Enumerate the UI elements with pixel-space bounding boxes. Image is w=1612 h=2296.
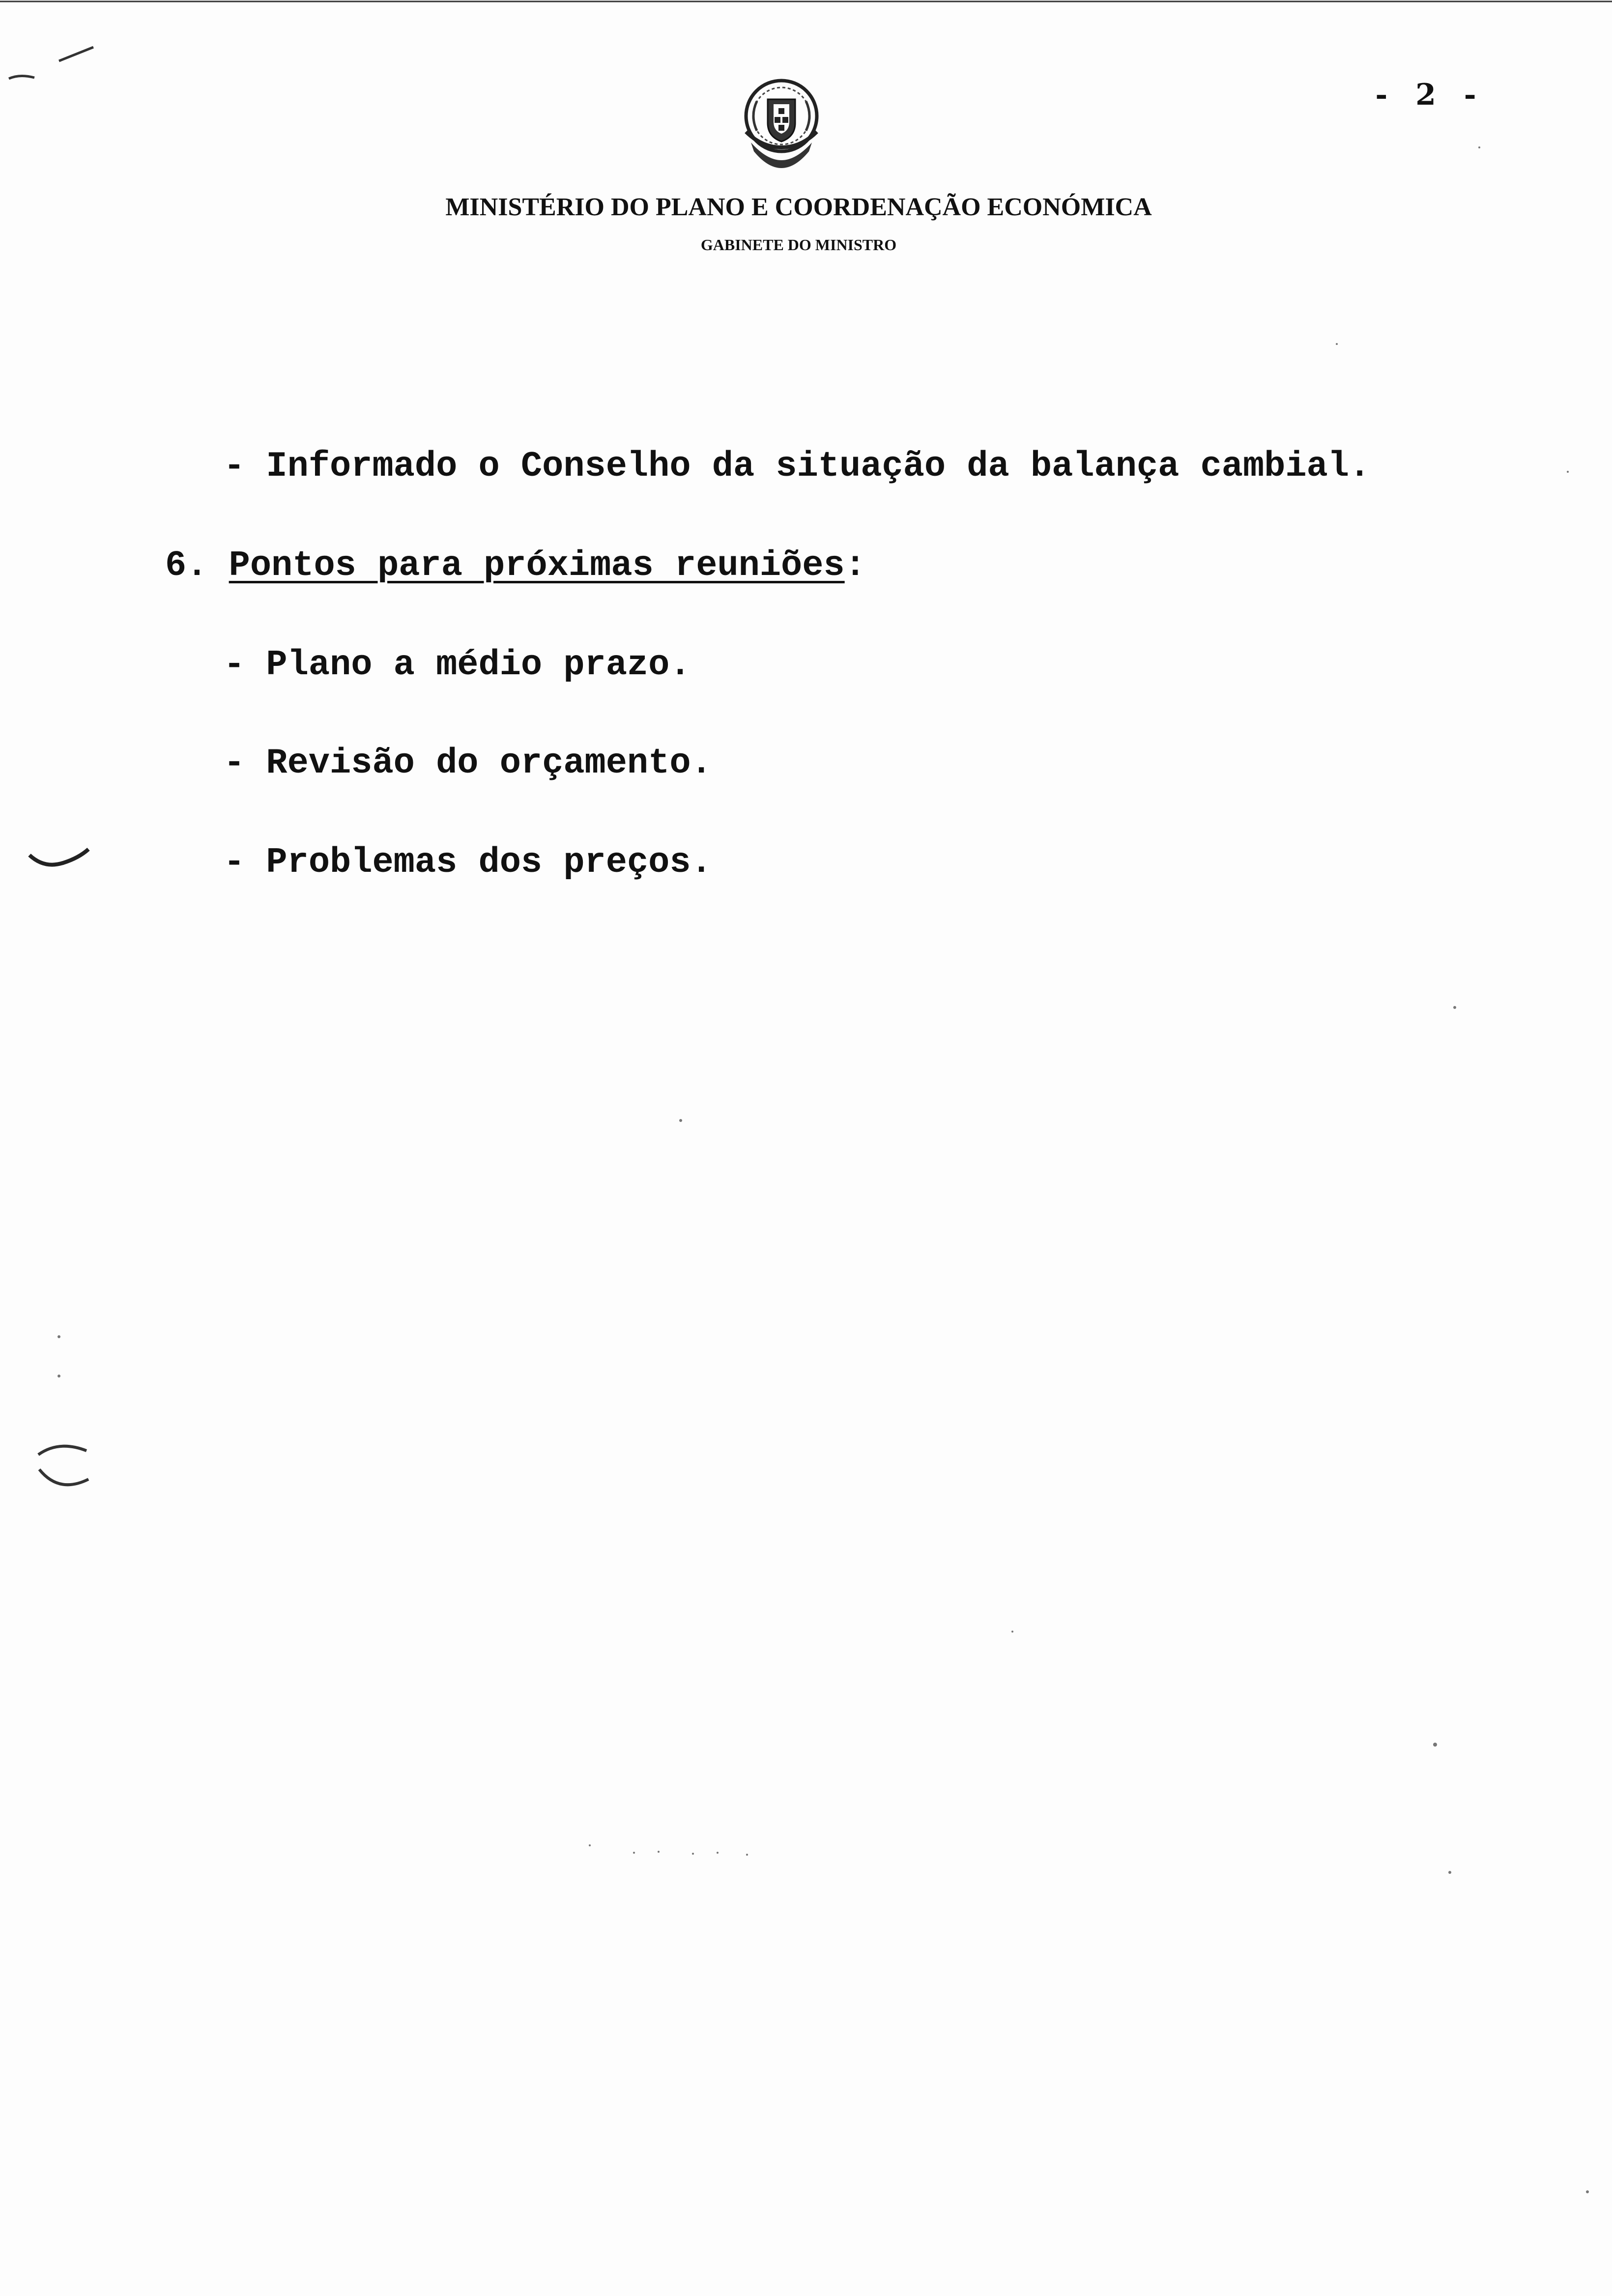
bullet-item-exchange-balance: - Informado o Conselho da situação da balança cambial. (224, 446, 1371, 487)
section-title: Pontos para próximas reuniões (229, 545, 845, 586)
section-colon: : (844, 545, 866, 586)
coat-of-arms-icon (732, 74, 831, 172)
cabinet-subheading: GABINETE DO MINISTRO (700, 236, 897, 254)
bullet-item-budget-revision: - Revisão do orçamento. (224, 743, 712, 783)
top-edge-rule (0, 0, 1612, 4)
ministry-heading: MINISTÉRIO DO PLANO E COORDENAÇÃO ECONÓMICA (445, 193, 1152, 221)
section-heading (165, 545, 866, 586)
page-number: - 2 - (1375, 78, 1485, 112)
section-number: 6. (165, 545, 208, 586)
bullet-item-medium-term-plan: - Plano a médio prazo. (224, 645, 691, 685)
bullet-item-price-problems: - Problemas dos preços. (224, 842, 712, 883)
